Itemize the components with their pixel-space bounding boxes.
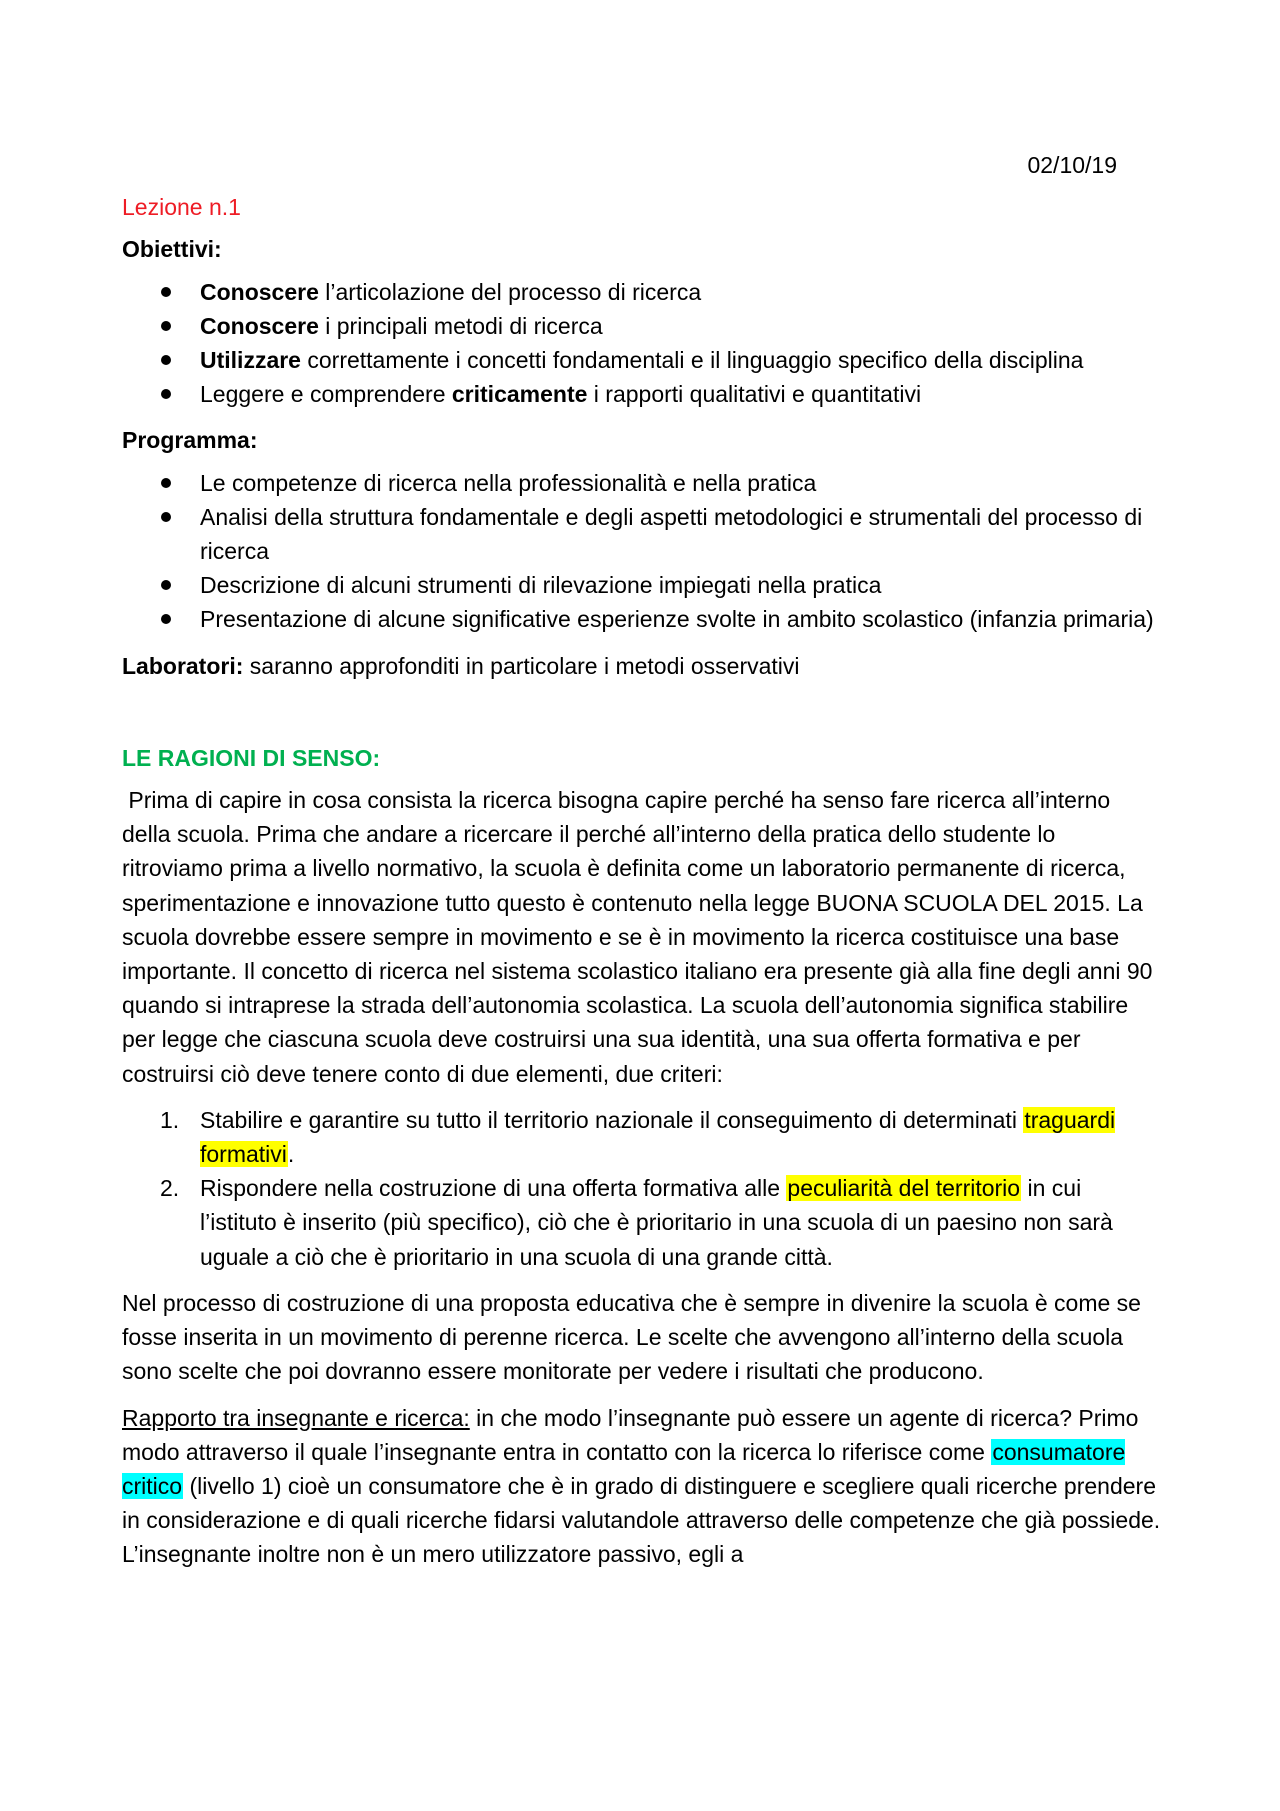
bullet-icon [162,479,170,487]
bullet-icon [162,322,170,330]
bullet-icon [162,615,170,623]
list-item [122,377,1162,411]
highlighted-text: traguardi formativi [200,1106,1116,1168]
bullet-icon [162,356,170,364]
labs-paragraph [122,649,1162,683]
document-date: 02/10/19 [1027,152,1117,178]
objectives-list [122,275,1162,412]
bullet-icon [162,513,170,521]
item-bold: Utilizzare [200,347,301,374]
item-text: Rispondere nella costruzione di una offerta formativa alle [200,1175,787,1202]
item-bold: criticamente [451,381,588,408]
labs-label: Laboratori: [122,652,244,679]
relation-text: (livello 1) cioè un consumatore che è in grado di distinguere e scegliere quali ricerche prendere in considerazione e di quali ricerche fidarsi valutandole attraverso delle competenze che già possiede. L’insegnante inoltre non è un mero utilizzatore passivo, egli a [122,1472,1161,1568]
labs-text: saranno approfonditi in particolare i metodi osservativi [243,652,800,679]
bullet-icon [162,581,170,589]
item-text: . [287,1141,295,1168]
item-text: Stabilire e garantire su tutto il territorio nazionale il conseguimento di determinati [200,1106,1024,1133]
list-number: 1. [160,1106,180,1133]
program-list [122,466,1162,637]
process-paragraph: Nel processo di costruzione di una proposta educativa che è sempre in divenire la scuola è come se fosse inserita in un movimento di perenne ricerca. Le scelte che avvengono all’interno della scuola sono scelte che poi dovranno essere monitorate per vedere i risultati che producono. [122,1289,1141,1385]
list-item [122,602,1162,636]
list-number: 2. [160,1175,180,1202]
item-text: in cui l’istituto è inserito (più specifico), ciò che è prioritario in una scuola di un paesino non sarà uguale a ciò che è prioritario in una scuola di una grande città. [200,1175,1113,1270]
item-bold: Conoscere [200,278,319,305]
list-item [122,466,1162,500]
list-item [122,568,1162,602]
intro-paragraph: Prima di capire in cosa consista la ricerca bisogna capire perché ha senso fare ricerca all’interno della scuola. Prima che andare a ricercare il perché all’interno della pratica dello studente lo ritroviamo prima a livello normativo, la scuola è definita come un laboratorio permanente di ricerca, sperimentazione e innovazione tutto questo è contenuto nella legge BUONA SCUOLA DEL 2015. La scuola dovrebbe essere sempre in movimento e se è in movimento la ricerca costituisce una base importante. Il concetto di ricerca nel sistema scolastico italiano era presente già alla fine degli anni 90 quando si intraprese la strada dell’autonomia scolastica. La scuola dell’autonomia significa stabilire per legge che ciascuna scuola deve costruirsi una sua identità, una sua offerta formativa e per costruirsi ciò deve tenere conto di due elementi, due criteri: [122,787,1159,1087]
document-page [122,148,1162,1584]
program-label: Programma: [122,427,258,454]
section-title: LE RAGIONI DI SENSO: [122,744,381,771]
list-item [122,309,1162,343]
item-text: i rapporti qualitativi e quantitativi [587,381,922,408]
objectives-label: Obiettivi: [122,236,222,263]
item-pre: Leggere e comprendere [200,381,452,408]
highlighted-text: consumatore critico [122,1438,1126,1499]
lesson-title: Lezione n.1 [122,194,241,221]
list-item [122,1171,1162,1274]
item-text: Le competenze di ricerca nella professionalità e nella pratica [200,469,817,496]
highlighted-text: peculiarità del territorio [787,1175,1021,1202]
bullet-icon [162,390,170,398]
item-text: l’articolazione del processo di ricerca [318,278,702,305]
list-item [122,500,1162,568]
item-text: Presentazione di alcune significative esperienze svolte in ambito scolastico (infanzia primaria) [200,606,1154,633]
list-item [122,275,1162,309]
list-item [122,1103,1162,1171]
bullet-icon [162,288,170,296]
item-text: Descrizione di alcuni strumenti di rilevazione impiegati nella pratica [200,572,882,599]
item-text: correttamente i concetti fondamentali e il linguaggio specifico della disciplina [300,347,1084,374]
item-text: Analisi della struttura fondamentale e degli aspetti metodologici e strumentali del processo di ricerca [200,503,1143,565]
relation-text: in che modo l’insegnante può essere un agente di ricerca? Primo modo attraverso il quale l’insegnante entra in contatto con la ricerca lo riferisce come [122,1404,1139,1465]
relation-heading: Rapporto tra insegnante e ricerca: [122,1404,470,1431]
list-item [122,343,1162,377]
item-text: i principali metodi di ricerca [318,312,603,339]
criteria-list [122,1103,1162,1274]
item-bold: Conoscere [200,312,319,339]
relation-paragraph [122,1401,1162,1572]
